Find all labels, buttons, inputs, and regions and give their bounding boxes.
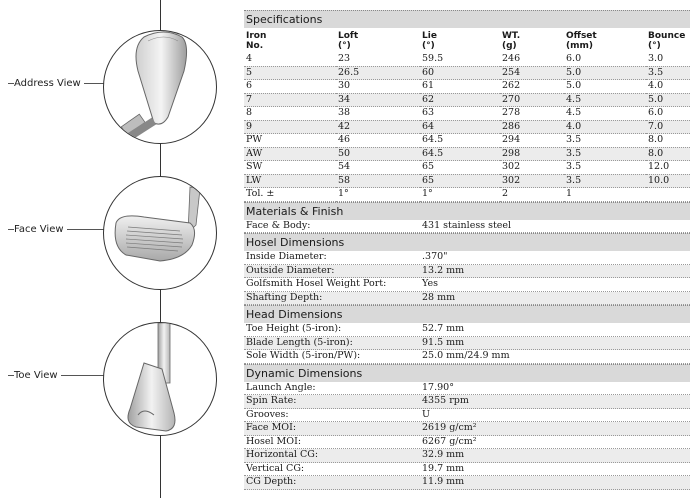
cell-loft: 46 (336, 134, 420, 148)
cell-lie: 65 (420, 174, 500, 188)
cell-weight: 302 (500, 161, 564, 175)
specifications-table (244, 28, 690, 202)
row-value: 28 mm (422, 291, 456, 303)
table-row (244, 80, 690, 94)
row-value: 431 stainless steel (422, 219, 512, 231)
hosel-row (244, 265, 690, 279)
cell-loft: 42 (336, 120, 420, 134)
row-value: Yes (422, 278, 438, 289)
row-value: 17.90° (422, 381, 454, 393)
table-row (244, 66, 690, 80)
table-row (244, 134, 690, 148)
cell-offset: 4.5 (564, 93, 646, 107)
cell-weight: 262 (500, 80, 564, 94)
table-row (244, 120, 690, 134)
row-key: Outside Diameter: (246, 264, 335, 276)
cell-lie: 60 (420, 66, 500, 80)
cell-loft: 50 (336, 147, 420, 161)
header-loft: Loft (°) (338, 31, 359, 51)
cell-lie: 1° (420, 188, 500, 202)
specifications-panel (244, 10, 690, 490)
hosel-row (244, 292, 690, 306)
cell-loft: 30 (336, 80, 420, 94)
row-value: 32.9 mm (422, 449, 465, 460)
header-bounce: Bounce (°) (648, 31, 686, 51)
dynamic-row (244, 422, 690, 436)
dynamic-row (244, 382, 690, 396)
row-key: Sole Width (5-iron/PW): (246, 350, 361, 361)
table-row (244, 93, 690, 107)
cell-weight: 2 (500, 188, 564, 202)
address-view-image (103, 30, 217, 144)
cell-offset: 3.5 (564, 134, 646, 148)
face-view-image (103, 176, 217, 290)
row-key: Shafting Depth: (246, 291, 323, 303)
row-key: Vertical CG: (246, 462, 305, 474)
cell-iron: 6 (244, 80, 336, 94)
cell-iron: 7 (244, 93, 336, 107)
cell-offset: 4.0 (564, 120, 646, 134)
row-value: 91.5 mm (422, 336, 465, 348)
row-value: 13.2 mm (422, 264, 465, 276)
cell-loft: 23 (336, 53, 420, 66)
cell-weight: 286 (500, 120, 564, 134)
toe-view-label: Toe View (14, 370, 61, 381)
dynamic-row (244, 476, 690, 490)
table-row (244, 53, 690, 66)
cell-bounce: 8.0 (646, 134, 690, 148)
cell-weight: 254 (500, 66, 564, 80)
cell-weight: 278 (500, 107, 564, 121)
row-key: Face & Body: (246, 219, 311, 231)
dynamic-row (244, 409, 690, 423)
toe-view-image (103, 322, 217, 436)
head-row (244, 323, 690, 337)
cell-iron: 9 (244, 120, 336, 134)
cell-weight: 298 (500, 147, 564, 161)
row-key: Horizontal CG: (246, 449, 319, 460)
cell-iron: 5 (244, 66, 336, 80)
cell-bounce: 7.0 (646, 120, 690, 134)
table-row (244, 161, 690, 175)
dynamic-row (244, 449, 690, 463)
cell-iron: PW (244, 134, 336, 148)
cell-lie: 65 (420, 161, 500, 175)
cell-loft: 38 (336, 107, 420, 121)
row-value: U (422, 408, 431, 420)
row-value: 19.7 mm (422, 462, 465, 474)
dynamic-row (244, 463, 690, 477)
table-row (244, 174, 690, 188)
row-value: .370" (422, 251, 448, 262)
cell-loft: 34 (336, 93, 420, 107)
cell-lie: 59.5 (420, 53, 500, 66)
row-key: Toe Height (5-iron): (246, 323, 342, 334)
materials-title: Materials & Finish (244, 202, 690, 220)
cell-iron: 4 (244, 53, 336, 66)
row-value: 52.7 mm (422, 323, 465, 334)
cell-offset: 1 (564, 188, 646, 202)
face-view-label: Face View (14, 224, 67, 235)
cell-iron: Tol. ± (244, 188, 336, 202)
row-value: 6267 g/cm² (422, 435, 477, 447)
row-key: CG Depth: (246, 476, 297, 487)
row-value: 11.9 mm (422, 476, 465, 487)
row-value: 4355 rpm (422, 395, 469, 406)
cell-bounce: 3.5 (646, 66, 690, 80)
header-weight: WT. (g) (502, 31, 521, 51)
cell-iron: 8 (244, 107, 336, 121)
cell-iron: LW (244, 174, 336, 188)
cell-bounce: 8.0 (646, 147, 690, 161)
dynamic-row (244, 436, 690, 450)
cell-bounce: 6.0 (646, 107, 690, 121)
header-iron: Iron No. (246, 31, 267, 51)
row-key: Face MOI: (246, 422, 297, 433)
table-header-row (244, 28, 690, 53)
cell-lie: 62 (420, 93, 500, 107)
head-title: Head Dimensions (244, 305, 690, 323)
row-key: Launch Angle: (246, 381, 316, 393)
cell-offset: 5.0 (564, 66, 646, 80)
cell-bounce: 10.0 (646, 174, 690, 188)
row-key: Grooves: (246, 408, 289, 420)
cell-bounce: 5.0 (646, 93, 690, 107)
table-row (244, 107, 690, 121)
cell-weight: 270 (500, 93, 564, 107)
cell-offset: 6.0 (564, 53, 646, 66)
hosel-row (244, 278, 690, 292)
row-value: 2619 g/cm² (422, 422, 477, 433)
cell-lie: 64 (420, 120, 500, 134)
cell-weight: 294 (500, 134, 564, 148)
cell-bounce: 3.0 (646, 53, 690, 66)
hosel-title: Hosel Dimensions (244, 233, 690, 251)
cell-weight: 302 (500, 174, 564, 188)
cell-bounce: 12.0 (646, 161, 690, 175)
tolerance-row (244, 188, 690, 202)
cell-lie: 63 (420, 107, 500, 121)
club-views-panel (0, 0, 240, 498)
dynamic-row (244, 395, 690, 409)
head-row (244, 337, 690, 351)
cell-loft: 1° (336, 188, 420, 202)
materials-row (244, 220, 690, 234)
header-lie: Lie (°) (422, 31, 437, 51)
address-view-label: Address View (14, 78, 84, 89)
hosel-row (244, 251, 690, 265)
cell-offset: 3.5 (564, 174, 646, 188)
table-row (244, 147, 690, 161)
row-value: 25.0 mm/24.9 mm (422, 350, 510, 361)
specifications-title: Specifications (244, 10, 690, 28)
cell-iron: SW (244, 161, 336, 175)
cell-weight: 246 (500, 53, 564, 66)
cell-bounce (646, 188, 690, 202)
row-key: Spin Rate: (246, 395, 297, 406)
cell-offset: 5.0 (564, 80, 646, 94)
row-key: Inside Diameter: (246, 251, 327, 262)
row-key: Golfsmith Hosel Weight Port: (246, 278, 387, 289)
cell-loft: 26.5 (336, 66, 420, 80)
cell-lie: 64.5 (420, 134, 500, 148)
cell-loft: 58 (336, 174, 420, 188)
cell-lie: 61 (420, 80, 500, 94)
row-key: Blade Length (5-iron): (246, 336, 353, 348)
cell-offset: 4.5 (564, 107, 646, 121)
cell-lie: 64.5 (420, 147, 500, 161)
cell-loft: 54 (336, 161, 420, 175)
dynamic-title: Dynamic Dimensions (244, 364, 690, 382)
row-key: Hosel MOI: (246, 435, 302, 447)
head-row (244, 350, 690, 364)
header-offset: Offset (mm) (566, 31, 597, 51)
cell-offset: 3.5 (564, 147, 646, 161)
cell-iron: AW (244, 147, 336, 161)
cell-offset: 3.5 (564, 161, 646, 175)
cell-bounce: 4.0 (646, 80, 690, 94)
